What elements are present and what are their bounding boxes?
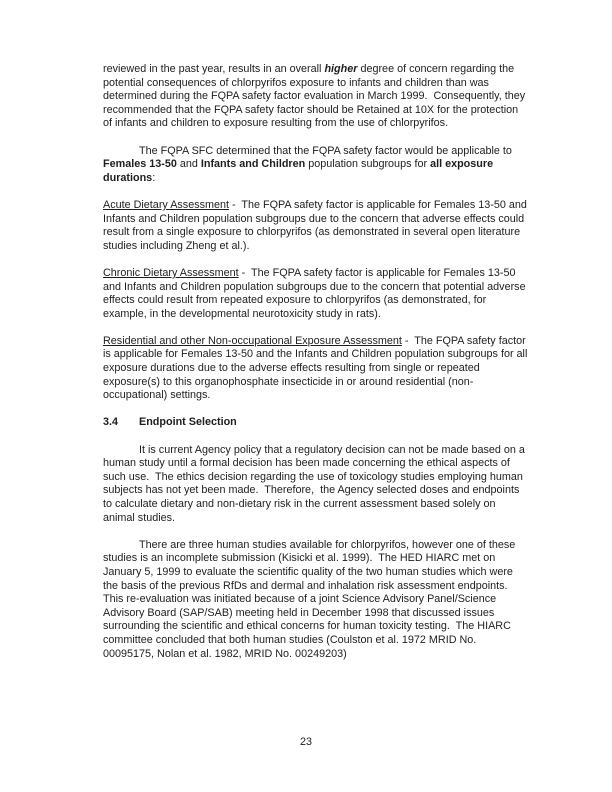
text-run: Females 13-50	[103, 158, 177, 171]
paragraph-human-studies	[103, 539, 529, 661]
text-run: Acute Dietary Assessment	[103, 198, 230, 211]
page-number: 23	[299, 736, 312, 748]
paragraph-acute-dietary	[103, 199, 529, 253]
text-run: :	[152, 171, 156, 184]
text-run: Infants and Children	[200, 158, 306, 171]
text-run: The FQPA SFC determined that the FQPA safety factor would be applicable to	[139, 144, 515, 157]
paragraph-chronic-dietary	[103, 267, 529, 321]
text-run: degree of concern regarding the potential consequences of chlorpyrifos exposure to infants and children than was determined during the FQPA safety factor evaluation in March 1999. Consequently, they recommended that the FQPA safety factor should be Retained at 10X for the protection of infants and children to exposure resulting from the use of chlorpyrifos.	[103, 63, 529, 130]
text-run: - The FQPA safety factor is applicable for Females 13-50 and the Infants and Children population subgroups for all exposure durations due to the adverse effects resulting from single or repeated exposure(s) to this organophosphate insecticide in or around residential (non-occupational) settings.	[103, 334, 531, 402]
paragraph-concern-carryover	[103, 63, 529, 131]
section-heading-endpoint-selection	[103, 416, 529, 430]
text-run: and	[176, 158, 201, 171]
text-run: - The FQPA safety factor is applicable for Females 13-50 and Infants and Children population subgroups due to the concern that adverse effects could result from a single exposure to chlorpyrifos (as demonstrated in several open literature studies including Zheng et al.).	[103, 198, 530, 252]
text-run: It is current Agency policy that a regulatory decision can not be made based on a human study until a formal decision has been made concerning the ethical aspects of such use. The ethics decision regarding the use of toxicology studies employing human subjects has not yet been made. Therefore, the Agency selected doses and endpoints to calculate dietary and non-dietary risk in the current assessment based solely on animal studies.	[103, 443, 528, 524]
text-run: population subgroups for	[305, 158, 431, 171]
section-title: Endpoint Selection	[139, 416, 237, 429]
text-run: Chronic Dietary Assessment	[103, 266, 239, 279]
text-run: - The FQPA safety factor is applicable for Females 13-50 and Infants and Children population subgroups due to the concern that potential adverse effects could result from repeated exposure to chlorpyrifos (as demonstrated, for example, in the developmental neurotoxicity study in rats).	[103, 266, 529, 320]
paragraph-fqpa-sfc-determination	[103, 145, 529, 186]
text-run: reviewed in the past year, results in an overall	[103, 63, 325, 75]
paragraph-agency-policy	[103, 444, 529, 526]
text-run: higher	[324, 63, 358, 75]
text-run: There are three human studies available for chlorpyrifos, however one of these studies is an incomplete submission (Kisicki et al. 1999). The HED HIARC met on January 5, 1999 to evaluate the scientific quality of the two human studies which were the basis of the previous RfDs and dermal and inhalation risk assessment endpoints. This re-evaluation was initiated because of a joint Science Advisory Panel/Science Advisory Board (SAP/SAB) meeting held in December 1998 that discussed issues surrounding the scientific and ethical concerns for human toxicity testing. The HIARC committee concluded that both human studies (Coulston et al. 1972 MRID No. 00095175, Nolan et al. 1982, MRID No. 00249203)	[103, 538, 519, 660]
text-run: all exposure durations	[103, 158, 497, 184]
document-body	[103, 63, 529, 675]
text-run: Residential and other Non-occupational Exposure Assessment	[103, 334, 402, 347]
section-number: 3.4	[103, 416, 119, 429]
paragraph-residential	[103, 335, 529, 403]
